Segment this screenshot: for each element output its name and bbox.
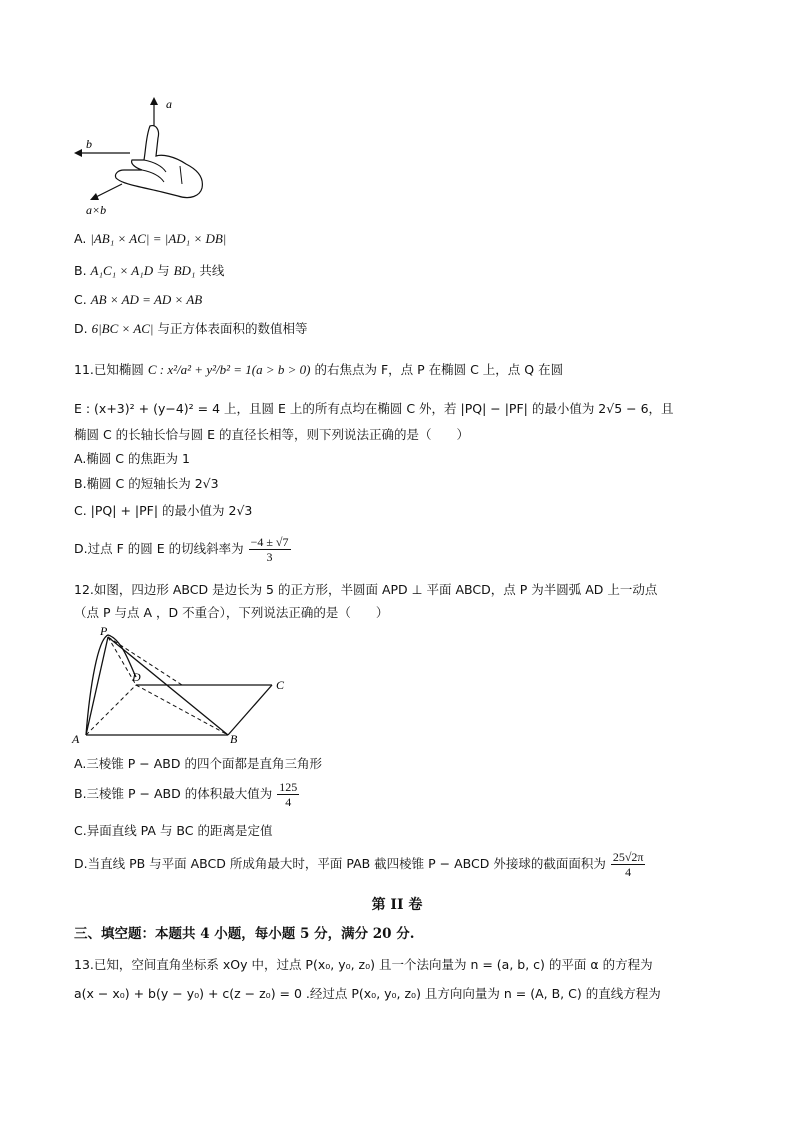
q12-b-fraction: $\frac{125}{4}$ (279, 780, 298, 809)
vector-a-label: a (166, 97, 172, 111)
q12-line1: 12.如图，四边形 ABCD 是边长为 5 的正方形，半圆面 APD ⊥ 平面 ABCD，点 P 为半圆弧 AD 上一动点 (74, 582, 658, 597)
edge-AD (86, 685, 136, 735)
hand-outline (115, 126, 202, 198)
q11-line3: 椭圆 C 的长轴长恰与圆 E 的直径长相等，则下列说法正确的是（ ） (74, 427, 470, 442)
q13-line2: a(x − x₀) + b(y − y₀) + c(z − z₀) = 0 .经过点 P(x₀, y₀, z₀) 且方向向量为 n = (A, B, C) 的直线方程为 (74, 986, 661, 1001)
vector-b-label: b (86, 137, 92, 151)
edge-BC (228, 685, 272, 735)
q11-option-d: D.过点 F 的圆 E 的切线斜率为 $\frac{-4 \pm √7}{3}$ (74, 535, 289, 564)
q11-d-fraction: $\frac{-4 \pm √7}{3}$ (250, 535, 289, 564)
section-title: 第 II 卷 (371, 897, 423, 913)
vector-axb-arrow (96, 184, 122, 197)
pyramid-figure (70, 625, 290, 747)
q10-option-d: D. 6|BC × AC| 与正方体表面积的数值相等 (74, 321, 308, 336)
q12-option-c: C.异面直线 PA 与 BC 的距离是定值 (74, 823, 273, 838)
vector-axb-label: a×b (86, 203, 107, 217)
label-P: P (100, 625, 108, 638)
right-hand-rule-figure (70, 96, 220, 218)
q11-option-c: C. |PQ| + |PF| 的最小值为 2√3 (74, 503, 253, 518)
q11-line1: 11.已知椭圆 C : x²/a² + y²/b² = 1(a > b > 0) 的右焦点为 F，点 P 在椭圆 C 上，点 Q 在圆 (74, 362, 564, 377)
edge-DB (136, 685, 228, 735)
edge-PB (108, 637, 228, 735)
label-B: B (230, 732, 238, 746)
q10-option-a: A. |AB₁ × AC| = |AD₁ × DB| (74, 231, 227, 246)
label-D: D (132, 670, 141, 684)
q10-option-b: B. A₁C₁ × A₁D 与 BD₁ 共线 (74, 263, 225, 278)
q12-d-fraction: $\frac{25√2\pi}{4}$ (612, 850, 644, 879)
q11-line2: E : (x+3)² + (y−4)² = 4 上，且圆 E 上的所有点均在椭圆 C 外，若 |PQ| − |PF| 的最小值为 2√5 − 6，且 (74, 401, 674, 416)
q11-option-b: B.椭圆 C 的短轴长为 2√3 (74, 476, 219, 491)
edge-PA (86, 637, 108, 735)
q12-option-a: A.三棱锥 P − ABD 的四个面都是直角三角形 (74, 756, 322, 771)
q12-option-b: B.三棱锥 P − ABD 的体积最大值为 $\frac{125}{4}$ (74, 780, 298, 809)
q10-option-c: C. AB × AD = AD × AB (74, 292, 203, 307)
label-C: C (276, 678, 285, 692)
part-three-heading: 三、填空题：本题共 4 小题，每小题 5 分，满分 20 分. (74, 926, 415, 942)
label-A: A (72, 732, 80, 746)
q13-line1: 13.已知，空间直角坐标系 xOy 中，过点 P(x₀, y₀, z₀) 且一个法向量为 n = (a, b, c) 的平面 α 的方程为 (74, 957, 653, 972)
q12-option-d: D.当直线 PB 与平面 ABCD 所成角最大时，平面 PAB 截四棱锥 P − ABCD 外接球的截面面积为 $\frac{25√2\pi}{4}$ (74, 850, 644, 879)
q12-line2: （点 P 与点 A ，D 不重合），下列说法正确的是（ ） (74, 605, 389, 620)
q11-option-a: A.椭圆 C 的焦距为 1 (74, 451, 190, 466)
